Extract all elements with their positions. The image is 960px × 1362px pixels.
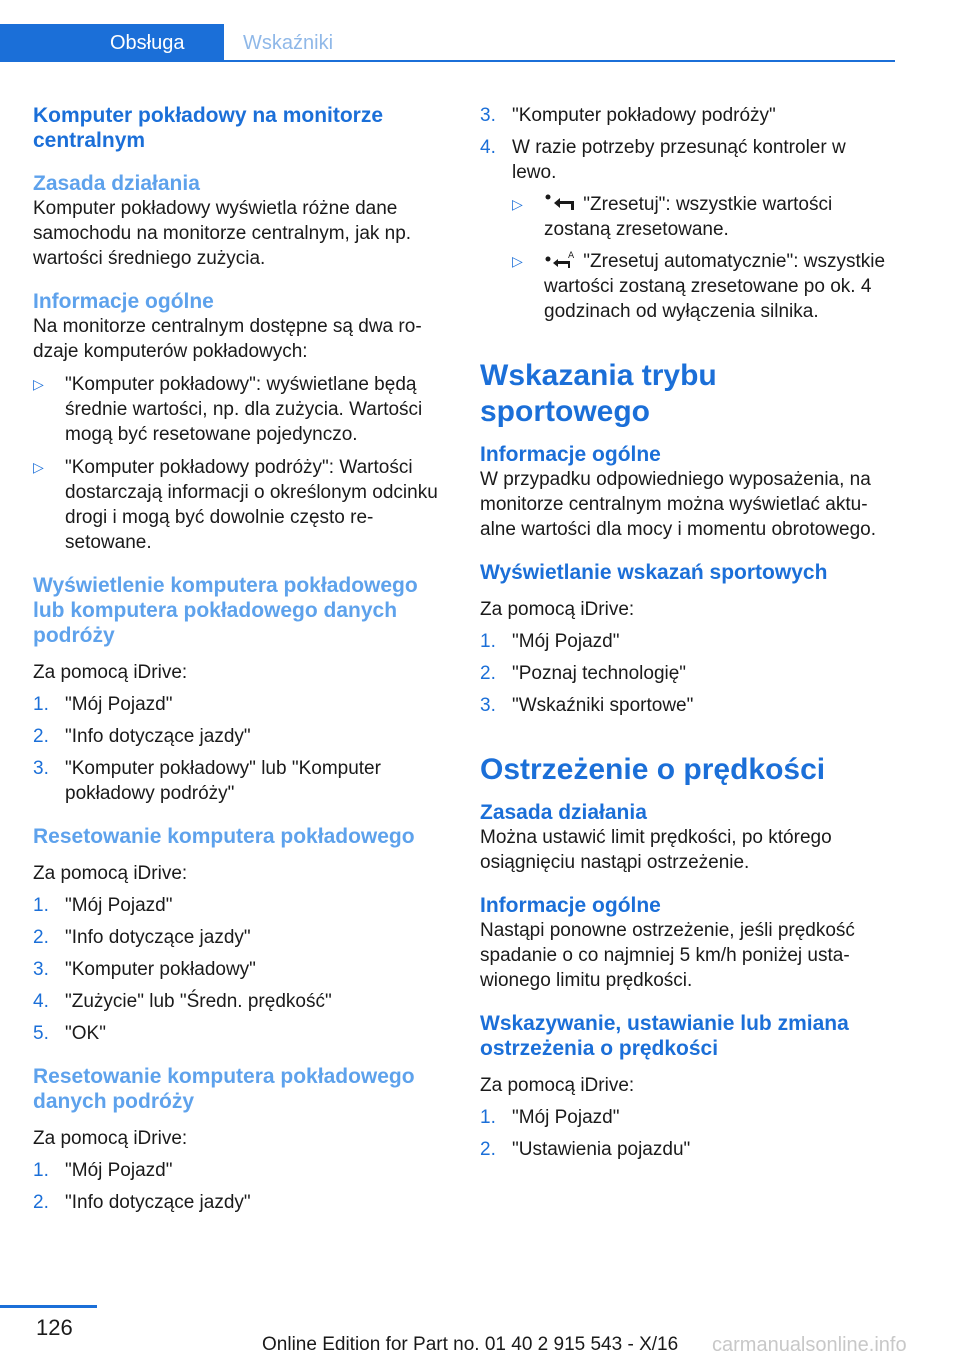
heading-principle: Zasada działania [480,801,647,824]
list-item: ▷ A "Zresetuj automatycznie": wszystkie wartości zostaną zresetowane po ok. 4 godzinach od wyłączenia silnika. [512,251,886,322]
steps-reset-trip [33,1158,453,1215]
text-idrive: Za pomocą iDrive: [480,1075,635,1096]
list-item: 3. "Komputer pokładowy podróży" [480,105,776,126]
steps-reset [33,893,453,1046]
heading-general: Informacje ogólne [33,290,214,313]
list-item: 4. W razie potrzeby przesunąć kontroler w lewo. ▷ "Zresetuj": wszystkie wartości zostaną zresetowane. ▷ A "Zresetuj automatycznie": wszystkie wartości zostaną zresetowane po ok. 4 godzinach od wyłączenia silnika. [480,135,895,324]
triangle-bullet-icon: ▷ [33,459,44,475]
text-idrive: Za pomocą iDrive: [33,1128,188,1149]
auto-reset-icon [544,250,578,270]
heading-general: Informacje ogólne [480,894,661,917]
heading-general: Informacje ogólne [480,443,661,466]
heading-reset-trip-computer: Resetowanie komputera pokładowego danych podróży [33,1065,415,1113]
list-item: 4. "Zużycie" lub "Średn. prędkość" [33,991,332,1012]
steps-speed-warning [480,1105,895,1162]
chapter-title-sport-displays: Wskazania trybu sportowego [480,359,717,428]
list-item: 1. "Mój Pojazd" [480,631,620,652]
section-title-onboard-computer: Komputer pokładowy na monitorze centralnym [33,104,384,152]
chapter-title-speed-warning: Ostrzeżenie o prędkości [480,753,826,786]
edition-text: Online Edition for Part no. 01 40 2 915 543 - X/16 [262,1334,679,1355]
text-principle: Można ustawić limit prędkości, po którego osiągnięciu nastąpi ostrzeżenie. [480,827,832,873]
list-item: ▷ "Zresetuj": wszystkie wartości zostaną zresetowane. [512,194,833,240]
list-item: 2. "Ustawienia pojazdu" [480,1139,691,1160]
tab-wskazniki[interactable]: Wskaźniki [243,32,334,54]
footer-divider [0,1305,97,1308]
heading-display-computer: Wyświetlenie komputera pokładowego lub komputera pokładowego danych podróży [33,574,418,647]
text-idrive: Za pomocą iDrive: [480,599,635,620]
bullet-list-computers [33,372,453,555]
heading-principle: Zasada działania [33,172,200,195]
heading-reset-computer: Resetowanie komputera pokładowego [33,825,415,848]
list-item: 2. "Poznaj technologię" [480,663,687,684]
text-idrive: Za pomocą iDrive: [33,662,188,683]
list-item: 2. "Info dotyczące jazdy" [33,726,251,747]
page-number: 126 [36,1315,73,1340]
text-general: Na monitorze centralnym dostępne są dwa rodzaje komputerów pokładowych: [33,316,422,362]
left-column [33,103,453,1215]
triangle-bullet-icon: ▷ [512,196,523,212]
list-item: 1. "Mój Pojazd" [33,1160,173,1181]
list-item: 5. "OK" [33,1023,106,1044]
triangle-bullet-icon: ▷ [512,253,523,269]
list-item: 1. "Mój Pojazd" [33,895,173,916]
triangle-bullet-icon: ▷ [33,376,44,392]
watermark: carmanualsonline.info [712,1334,907,1356]
list-item: 3. "Wskaźniki sportowe" [480,695,694,716]
steps-display [33,692,453,806]
list-item: ▷ "Komputer pokładowy": wyświetlane będą średnie wartości, np. dla zużycia. Wartości mogą być resetowane pojedynczo. [33,374,423,445]
list-item: ▷ "Komputer pokładowy podróży": Wartości dostarczają informacji o określonym odcinku drogi i mogą być dowolnie często resetowane. [33,457,438,553]
list-item: 2. "Info dotyczące jazdy" [33,1192,251,1213]
text-idrive: Za pomocą iDrive: [33,863,188,884]
header-tabs [0,24,895,62]
list-item: 2. "Info dotyczące jazdy" [33,927,251,948]
heading-speed-warning-settings: Wskazywanie, ustawianie lub zmiana ostrzeżenia o prędkości [480,1012,849,1060]
steps-sport [480,629,895,718]
tab-obsluga[interactable]: Obsługa [0,24,224,62]
steps-reset-trip-continued [480,103,895,324]
right-column [480,103,895,1162]
list-item: 3. "Komputer pokładowy" [33,959,256,980]
svg-text:A: A [568,251,575,261]
list-item: 1. "Mój Pojazd" [33,694,173,715]
list-item: 1. "Mój Pojazd" [480,1107,620,1128]
text-principle: Komputer pokładowy wyświetla różne dane samochodu na monitorze centralnym, jak np. wartości średniego zużycia. [33,198,412,269]
sub-options [512,192,895,324]
text-general: W przypadku odpowiedniego wyposażenia, na monitorze centralnym można wyświetlać aktualne wartości dla mocy i momentu obrotowego. [480,469,877,540]
list-item: 3. "Komputer pokładowy" lub "Komputer pokładowy podróży" [33,758,381,804]
heading-sport-display: Wyświetlanie wskazań sportowych [480,561,828,584]
reset-icon [544,193,578,213]
text-general: Nastąpi ponowne ostrzeżenie, jeśli prędkość spadanie o co najmniej 5 km/h poniżej ustawionego limitu prędkości. [480,920,855,991]
